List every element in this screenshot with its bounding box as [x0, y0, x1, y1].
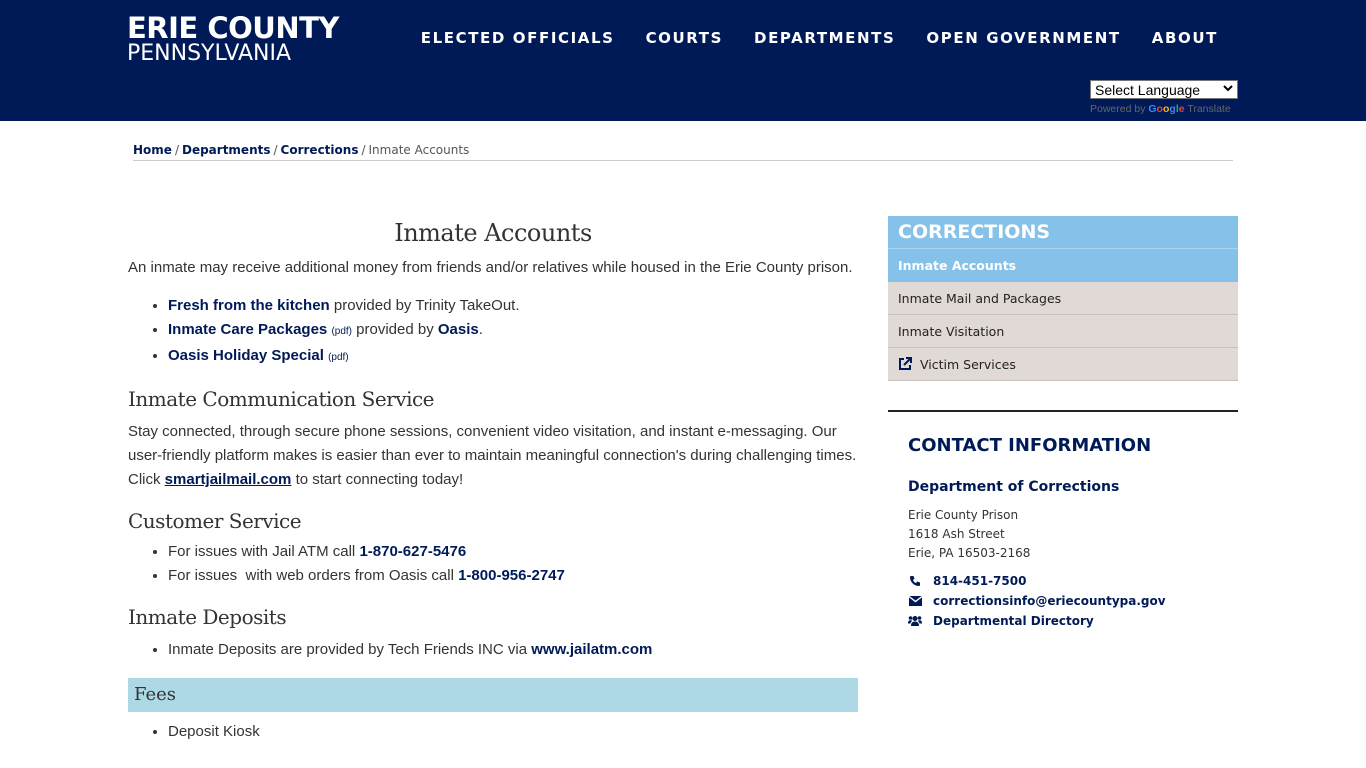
communication-heading: Inmate Communication Service [128, 387, 434, 411]
language-select[interactable] [1090, 80, 1238, 99]
nav-open-government[interactable]: OPEN GOVERNMENT [926, 29, 1121, 47]
google-letter: o [1156, 103, 1163, 115]
nav-departments[interactable]: DEPARTMENTS [754, 29, 896, 47]
breadcrumb-separator: / [174, 143, 179, 157]
sidebar-item-label: Inmate Mail and Packages [898, 290, 1062, 306]
oasis-phone-link[interactable]: 1-800-956-2747 [458, 567, 565, 584]
sidebar-item-label: Victim Services [920, 356, 1016, 372]
sidebar-item-inmate-visitation[interactable] [888, 315, 1238, 348]
contact-links [908, 571, 1228, 631]
jailatm-link[interactable]: www.jailatm.com [531, 641, 653, 658]
breadcrumb-separator: / [273, 143, 278, 157]
site-header [0, 0, 1366, 121]
logo-line1: ERIE COUNTY [127, 11, 339, 45]
oasis-holiday-special-link[interactable]: Oasis Holiday Special [168, 347, 324, 364]
envelope-icon [908, 594, 922, 608]
communication-text [128, 420, 858, 492]
main-content [128, 210, 858, 744]
list-item [168, 540, 858, 564]
list-item-text: provided by [352, 321, 438, 338]
contact-phone-link[interactable]: 814-451-7500 [933, 574, 1027, 588]
list-item-text: Inmate Deposits are provided by Tech Friends INC via [168, 641, 532, 658]
list-item-text: For issues with Jail ATM call [168, 543, 360, 560]
address-line: Erie County Prison [908, 508, 1019, 522]
site-logo[interactable] [127, 13, 339, 65]
fresh-from-kitchen-link[interactable]: Fresh from the kitchen [168, 297, 330, 314]
contact-email-row [908, 591, 1228, 611]
deposits-heading: Inmate Deposits [128, 605, 287, 629]
breadcrumb-corrections[interactable]: Corrections [280, 143, 359, 157]
list-item [168, 564, 858, 588]
breadcrumb-departments[interactable]: Departments [181, 143, 271, 157]
sidebar-item-inmate-mail[interactable] [888, 282, 1238, 315]
contact-department: Department of Corrections [908, 479, 1120, 495]
language-widget [1090, 80, 1238, 115]
sidebar-item-victim-services[interactable] [888, 348, 1238, 381]
contact-title: CONTACT INFORMATION [908, 435, 1152, 456]
customer-service-heading: Customer Service [128, 509, 302, 533]
logo-line2: PENNSYLVANIA [127, 41, 292, 66]
list-item [168, 294, 858, 318]
phone-icon [908, 574, 922, 588]
communication-text-after: to start connecting today! [291, 471, 464, 488]
powered-by-label: Powered by [1090, 103, 1146, 115]
intro-text: An inmate may receive additional money from friends and/or relatives while housed in the Erie County prison. [128, 259, 853, 276]
google-letter: l [1175, 103, 1179, 115]
departmental-directory-link[interactable]: Departmental Directory [933, 614, 1094, 628]
external-link-icon [898, 357, 912, 371]
pdf-label: (pdf) [331, 326, 352, 337]
users-icon [908, 614, 922, 628]
google-letter: e [1178, 103, 1185, 115]
sidebar-item-label: Inmate Visitation [898, 323, 1005, 339]
page-title: Inmate Accounts [394, 219, 592, 247]
sidebar-item-label: Inmate Accounts [898, 257, 1017, 273]
translate-link[interactable]: Translate [1187, 103, 1231, 115]
list-item [168, 638, 858, 662]
inmate-care-packages-link[interactable]: Inmate Care Packages [168, 321, 328, 338]
contact-address [908, 506, 1228, 563]
powered-by-google-translate [1090, 103, 1238, 115]
list-item [168, 318, 858, 344]
communication-text-before: Stay connected, through secure phone sessions, convenient video visitation, and instant e-messaging. Our user-friendly platform makes is easier than ever to maintain meaningful connection's during challenging times. Click [128, 423, 857, 488]
main-nav [421, 28, 1218, 48]
contact-information [908, 434, 1228, 631]
accounts-list [168, 294, 858, 370]
list-item-text: For issues with web orders from Oasis call [168, 567, 459, 584]
sidebar-title[interactable]: CORRECTIONS [888, 216, 1238, 249]
oasis-link[interactable]: Oasis [437, 321, 479, 338]
address-line: 1618 Ash Street [908, 527, 1005, 541]
nav-elected-officials[interactable]: ELECTED OFFICIALS [420, 29, 615, 47]
sidebar-item-inmate-accounts[interactable] [888, 249, 1238, 282]
customer-service-list [168, 540, 858, 588]
deposits-list [168, 638, 858, 662]
breadcrumb-separator: / [361, 143, 366, 157]
list-item-text: . [478, 321, 483, 338]
contact-phone-row [908, 571, 1228, 591]
nav-courts[interactable]: COURTS [645, 29, 724, 47]
breadcrumb [133, 143, 1233, 161]
nav-about[interactable]: ABOUT [1151, 29, 1218, 47]
google-letter: g [1169, 103, 1176, 115]
list-item: • Deposit Kiosk [168, 720, 858, 744]
google-letter: o [1162, 103, 1170, 115]
fees-list [168, 720, 858, 744]
contact-email-link[interactable]: correctionsinfo@eriecountypa.gov [933, 594, 1166, 608]
chevron-down-icon [1223, 84, 1233, 95]
smartjailmail-link[interactable]: smartjailmail.com [164, 471, 292, 488]
breadcrumb-current: Inmate Accounts [368, 143, 470, 157]
breadcrumb-home[interactable]: Home [133, 143, 172, 157]
pdf-label: (pdf) [328, 352, 349, 363]
google-letter: G [1148, 103, 1157, 115]
address-line: Erie, PA 16503-2168 [908, 546, 1031, 560]
contact-directory-row [908, 611, 1228, 631]
list-item-text: provided by Trinity TakeOut. [329, 297, 520, 314]
sidebar-nav [888, 216, 1238, 381]
jail-atm-phone-link[interactable]: 1-870-627-5476 [359, 543, 467, 560]
contact-divider [888, 410, 1238, 412]
google-logo[interactable] [1148, 103, 1184, 115]
language-select-value: Select Language [1095, 81, 1201, 98]
list-item [168, 344, 858, 370]
fees-heading: Fees [128, 678, 858, 712]
